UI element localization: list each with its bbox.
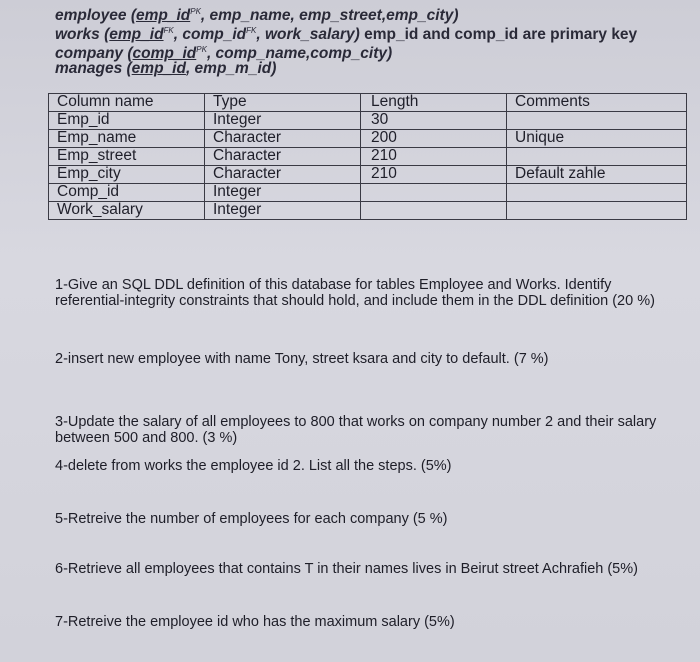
cell-length: 210 [361, 148, 507, 166]
cell-column-name: Emp_street [49, 148, 205, 166]
cell-column-name: Emp_name [49, 130, 205, 148]
cell-type: Character [205, 130, 361, 148]
question-1: 1-Give an SQL DDL definition of this database for tables Employee and Works. Identify referential-integrity constraints that should hold, and include them in the DDL definition (20 %) [55, 277, 655, 309]
question-3: 3-Update the salary of all employees to 800 that works on company number 2 and their salary between 500 and 800. (3 %) [55, 414, 657, 446]
header-comments: Comments [507, 94, 687, 112]
cell-column-name: Emp_id [49, 112, 205, 130]
cell-column-name: Work_salary [49, 202, 205, 220]
cell-length: 210 [361, 166, 507, 184]
question-6: 6-Retrieve all employees that contains T in their names lives in Beirut street Achrafieh (5%) [55, 561, 638, 577]
schema-works: works ($emp\_id^{FK}$, $comp\_id^{FK}$, work_salary) emp_id and comp_id are primary key [55, 26, 638, 43]
question-2: 2-insert new employee with name Tony, street ksara and city to default. (7 %) [55, 351, 549, 367]
cell-length: 30 [361, 112, 507, 130]
table-row [49, 166, 687, 184]
question-4: 4-delete from works the employee id 2. List all the steps. (5%) [55, 458, 452, 474]
header-column-name: Column name [49, 94, 205, 112]
cell-comments [507, 184, 687, 202]
cell-column-name: Comp_id [49, 184, 205, 202]
cell-comments: Unique [507, 130, 687, 148]
table-row [49, 112, 687, 130]
cell-type: Integer [205, 112, 361, 130]
cell-length [361, 184, 507, 202]
cell-comments [507, 112, 687, 130]
question-7: 7-Retreive the employee id who has the maximum salary (5%) [55, 614, 455, 630]
cell-type: Integer [205, 184, 361, 202]
attributes-table [48, 93, 687, 220]
table-header-row [49, 94, 687, 112]
schema-employee: employee ($emp\_id^{PK}$, emp_name, emp_street,emp_city) [55, 7, 459, 24]
table-row [49, 130, 687, 148]
cell-comments [507, 202, 687, 220]
table-row [49, 202, 687, 220]
schema-company: company ($comp\_id^{PK}$, comp_name,comp_city) [55, 45, 393, 62]
question-5: 5-Retreive the number of employees for each company (5 %) [55, 511, 448, 527]
header-length: Length [361, 94, 507, 112]
header-type: Type [205, 94, 361, 112]
cell-length: 200 [361, 130, 507, 148]
schema-manages: manages (emp_id, emp_m_id) [55, 60, 277, 77]
cell-type: Integer [205, 202, 361, 220]
schema-block [55, 4, 685, 76]
cell-column-name: Emp_city [49, 166, 205, 184]
cell-comments: Default zahle [507, 166, 687, 184]
cell-comments [507, 148, 687, 166]
table-row [49, 184, 687, 202]
table-row [49, 148, 687, 166]
cell-type: Character [205, 166, 361, 184]
cell-length [361, 202, 507, 220]
cell-type: Character [205, 148, 361, 166]
